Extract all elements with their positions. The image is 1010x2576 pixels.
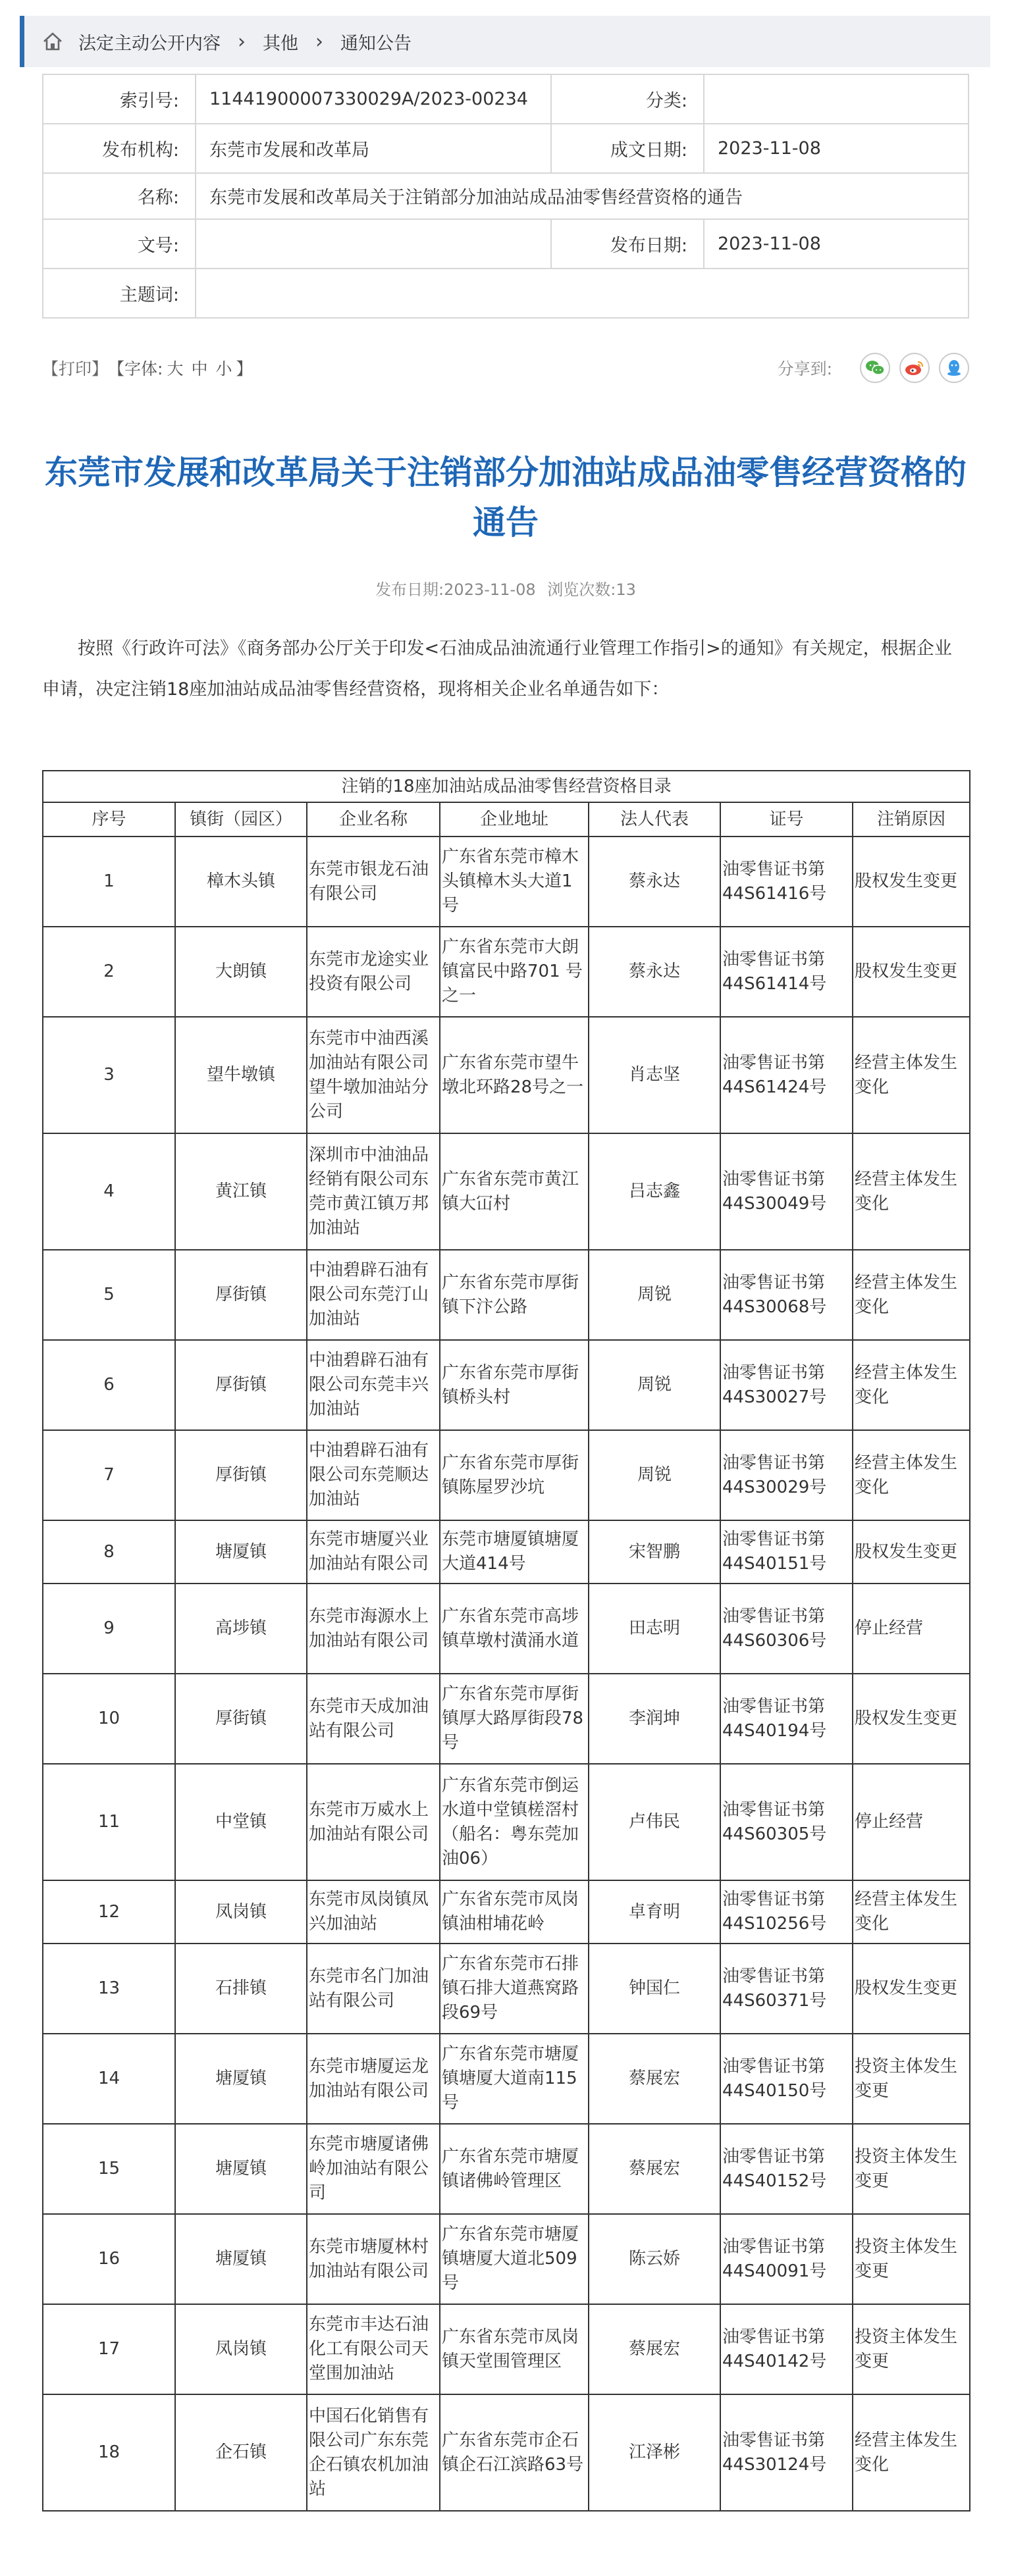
breadcrumb-item-public-content[interactable]: 法定主动公开内容 bbox=[78, 33, 221, 54]
reason-cell: 经营主体发生变化 bbox=[853, 1133, 970, 1250]
reason-cell: 股权发生变更 bbox=[853, 1520, 970, 1584]
breadcrumb bbox=[20, 16, 990, 67]
certificate-cell: 油零售证书第44S30027号 bbox=[720, 1340, 853, 1430]
certificate-cell: 油零售证书第44S30068号 bbox=[720, 1250, 853, 1340]
town-cell: 厚街镇 bbox=[175, 1250, 307, 1340]
town-cell: 高埗镇 bbox=[175, 1584, 307, 1674]
address-cell: 广东省东莞市凤岗镇天堂围管理区 bbox=[440, 2304, 589, 2394]
publisher-label: 发布机构: bbox=[43, 124, 196, 173]
table-row bbox=[43, 2304, 970, 2394]
company-cell: 东莞市塘厦诸佛岭加油站有限公司 bbox=[307, 2124, 440, 2214]
column-header: 镇街（园区） bbox=[175, 802, 307, 837]
table-row bbox=[43, 1944, 970, 2034]
address-cell: 广东省东莞市大朗镇富民中路701 号之一 bbox=[440, 927, 589, 1017]
row-number: 2 bbox=[43, 927, 175, 1017]
row-number: 14 bbox=[43, 2034, 175, 2124]
reason-cell: 经营主体发生变化 bbox=[853, 1880, 970, 1944]
representative-cell: 蔡永达 bbox=[589, 837, 720, 927]
address-cell: 广东省东莞市厚街镇下汴公路 bbox=[440, 1250, 589, 1340]
town-cell: 塘厦镇 bbox=[175, 2214, 307, 2304]
address-cell: 广东省东莞市石排镇石排大道燕窝路段69号 bbox=[440, 1944, 589, 2034]
table-row bbox=[43, 2394, 970, 2511]
column-header: 注销原因 bbox=[853, 802, 970, 837]
town-cell: 塘厦镇 bbox=[175, 2034, 307, 2124]
representative-cell: 周锐 bbox=[589, 1250, 720, 1340]
print-link[interactable]: 【打印】 bbox=[42, 359, 109, 378]
address-cell: 广东省东莞市塘厦镇塘厦大道南115号 bbox=[440, 2034, 589, 2124]
certificate-cell: 油零售证书第44S40151号 bbox=[720, 1520, 853, 1584]
table-row bbox=[43, 927, 970, 1017]
name-value: 东莞市发展和改革局关于注销部分加油站成品油零售经营资格的通告 bbox=[196, 173, 969, 220]
company-cell: 东莞市塘厦林村加油站有限公司 bbox=[307, 2214, 440, 2304]
address-cell: 广东省东莞市黄江镇大冚村 bbox=[440, 1133, 589, 1250]
company-cell: 东莞市龙途实业投资有限公司 bbox=[307, 927, 440, 1017]
representative-cell: 周锐 bbox=[589, 1340, 720, 1430]
row-number: 18 bbox=[43, 2394, 175, 2511]
row-number: 3 bbox=[43, 1017, 175, 1133]
column-header: 序号 bbox=[43, 802, 175, 837]
reason-cell: 投资主体发生变更 bbox=[853, 2124, 970, 2214]
certificate-cell: 油零售证书第44S61416号 bbox=[720, 837, 853, 927]
representative-cell: 李润坤 bbox=[589, 1674, 720, 1764]
reason-cell: 股权发生变更 bbox=[853, 1944, 970, 2034]
font-medium-button[interactable]: 中 bbox=[191, 359, 208, 378]
table-row bbox=[43, 1017, 970, 1133]
address-cell: 广东省东莞市塘厦镇塘厦大道北509号 bbox=[440, 2214, 589, 2304]
company-cell: 东莞市海源水上加油站有限公司 bbox=[307, 1584, 440, 1674]
address-cell: 广东省东莞市高埗镇草墩村潢涌水道 bbox=[440, 1584, 589, 1674]
certificate-cell: 油零售证书第44S61424号 bbox=[720, 1017, 853, 1133]
keywords-label: 主题词: bbox=[43, 269, 196, 318]
reason-cell: 经营主体发生变化 bbox=[853, 1340, 970, 1430]
doc-number-value bbox=[196, 219, 551, 269]
representative-cell: 蔡永达 bbox=[589, 927, 720, 1017]
company-cell: 东莞市名门加油站有限公司 bbox=[307, 1944, 440, 2034]
category-label: 分类: bbox=[551, 74, 704, 124]
company-cell: 东莞市万威水上加油站有限公司 bbox=[307, 1764, 440, 1880]
reason-cell: 停止经营 bbox=[853, 1764, 970, 1880]
column-header: 企业名称 bbox=[307, 802, 440, 837]
row-number: 15 bbox=[43, 2124, 175, 2214]
table-row bbox=[43, 2124, 970, 2214]
chevron-right-icon: › bbox=[315, 30, 323, 53]
row-number: 1 bbox=[43, 837, 175, 927]
certificate-cell: 油零售证书第44S30049号 bbox=[720, 1133, 853, 1250]
representative-cell: 陈云娇 bbox=[589, 2214, 720, 2304]
font-size-suffix: 】 bbox=[236, 359, 253, 378]
town-cell: 塘厦镇 bbox=[175, 1520, 307, 1584]
row-number: 12 bbox=[43, 1880, 175, 1944]
town-cell: 石排镇 bbox=[175, 1944, 307, 2034]
category-value bbox=[704, 74, 969, 124]
address-cell: 广东省东莞市倒运水道中堂镇槎滘村（船名：粤东莞加油06） bbox=[440, 1764, 589, 1880]
certificate-cell: 油零售证书第44S60305号 bbox=[720, 1764, 853, 1880]
article-paragraph: 按照《行政许可法》《商务部办公厅关于印发<石油成品油流通行业管理工作指引>的通知》有关规定，根据企业申请，决定注销18座加油站成品油零售经营资格，现将相关企业名单通告如下： bbox=[42, 638, 952, 700]
publish-date-label: 发布日期: bbox=[551, 219, 704, 269]
views-label: 浏览次数: bbox=[547, 580, 616, 599]
font-small-button[interactable]: 小 bbox=[215, 359, 232, 378]
table-row bbox=[43, 1520, 970, 1584]
row-number: 17 bbox=[43, 2304, 175, 2394]
reason-cell: 投资主体发生变更 bbox=[853, 2304, 970, 2394]
reason-cell: 经营主体发生变化 bbox=[853, 1017, 970, 1133]
company-cell: 中油碧辟石油有限公司东莞顺达加油站 bbox=[307, 1430, 440, 1520]
row-number: 11 bbox=[43, 1764, 175, 1880]
table-row bbox=[43, 837, 970, 927]
article-toolbar bbox=[42, 351, 969, 384]
table-row bbox=[43, 1340, 970, 1430]
company-cell: 中国石化销售有限公司广东东莞企石镇农机加油站 bbox=[307, 2394, 440, 2511]
representative-cell: 卢伟民 bbox=[589, 1764, 720, 1880]
certificate-cell: 油零售证书第44S60306号 bbox=[720, 1584, 853, 1674]
representative-cell: 宋智鹏 bbox=[589, 1520, 720, 1584]
chevron-right-icon: › bbox=[238, 30, 246, 53]
views-count: 13 bbox=[616, 580, 636, 599]
table-row bbox=[43, 2034, 970, 2124]
representative-cell: 蔡展宏 bbox=[589, 2034, 720, 2124]
column-header: 法人代表 bbox=[589, 802, 720, 837]
address-cell: 广东省东莞市樟木头镇樟木头大道1号 bbox=[440, 837, 589, 927]
certificate-cell: 油零售证书第44S40194号 bbox=[720, 1674, 853, 1764]
town-cell: 大朗镇 bbox=[175, 927, 307, 1017]
certificate-cell: 油零售证书第44S60371号 bbox=[720, 1944, 853, 2034]
town-cell: 塘厦镇 bbox=[175, 2124, 307, 2214]
town-cell: 企石镇 bbox=[175, 2394, 307, 2511]
company-cell: 中油碧辟石油有限公司东莞丰兴加油站 bbox=[307, 1340, 440, 1430]
font-size-prefix: 【字体: bbox=[108, 359, 163, 378]
table-row bbox=[43, 1250, 970, 1340]
created-date-value: 2023-11-08 bbox=[704, 124, 969, 173]
town-cell: 望牛墩镇 bbox=[175, 1017, 307, 1133]
font-large-button[interactable]: 大 bbox=[167, 359, 184, 378]
certificate-cell: 油零售证书第44S40150号 bbox=[720, 2034, 853, 2124]
company-cell: 东莞市丰达石油化工有限公司天堂围加油站 bbox=[307, 2304, 440, 2394]
row-number: 9 bbox=[43, 1584, 175, 1674]
name-label: 名称: bbox=[43, 173, 196, 220]
representative-cell: 江泽彬 bbox=[589, 2394, 720, 2511]
table-row bbox=[43, 1764, 970, 1880]
created-date-label: 成文日期: bbox=[551, 124, 704, 173]
certificate-cell: 油零售证书第44S30124号 bbox=[720, 2394, 853, 2511]
company-cell: 东莞市塘厦运龙加油站有限公司 bbox=[307, 2034, 440, 2124]
representative-cell: 钟国仁 bbox=[589, 1944, 720, 2034]
row-number: 13 bbox=[43, 1944, 175, 2034]
company-cell: 东莞市塘厦兴业加油站有限公司 bbox=[307, 1520, 440, 1584]
town-cell: 厚街镇 bbox=[175, 1674, 307, 1764]
reason-cell: 股权发生变更 bbox=[853, 837, 970, 927]
qq-icon[interactable] bbox=[939, 353, 969, 383]
publish-date-label: 发布日期: bbox=[375, 580, 444, 599]
table-row bbox=[43, 1430, 970, 1520]
row-number: 16 bbox=[43, 2214, 175, 2304]
town-cell: 厚街镇 bbox=[175, 1430, 307, 1520]
index-value: 11441900007330029A/2023-00234 bbox=[196, 74, 551, 124]
company-cell: 东莞市凤岗镇凤兴加油站 bbox=[307, 1880, 440, 1944]
table-row bbox=[43, 2214, 970, 2304]
publisher-value: 东莞市发展和改革局 bbox=[196, 124, 551, 173]
weibo-icon[interactable] bbox=[899, 353, 930, 383]
address-cell: 东莞市塘厦镇塘厦大道414号 bbox=[440, 1520, 589, 1584]
document-meta-table bbox=[42, 74, 969, 319]
address-cell: 广东省东莞市塘厦镇诸佛岭管理区 bbox=[440, 2124, 589, 2214]
address-cell: 广东省东莞市厚街镇桥头村 bbox=[440, 1340, 589, 1430]
address-cell: 广东省东莞市企石镇企石江滨路63号 bbox=[440, 2394, 589, 2511]
town-cell: 樟木头镇 bbox=[175, 837, 307, 927]
reason-cell: 经营主体发生变化 bbox=[853, 2394, 970, 2511]
breadcrumb-item-notices[interactable]: 通知公告 bbox=[340, 33, 412, 54]
certificate-cell: 油零售证书第44S40091号 bbox=[720, 2214, 853, 2304]
town-cell: 凤岗镇 bbox=[175, 2304, 307, 2394]
home-icon[interactable] bbox=[41, 30, 64, 53]
row-number: 8 bbox=[43, 1520, 175, 1584]
reason-cell: 经营主体发生变化 bbox=[853, 1250, 970, 1340]
town-cell: 中堂镇 bbox=[175, 1764, 307, 1880]
reason-cell: 投资主体发生变更 bbox=[853, 2034, 970, 2124]
table-row bbox=[43, 1133, 970, 1250]
share-label: 分享到: bbox=[777, 359, 832, 378]
representative-cell: 吕志鑫 bbox=[589, 1133, 720, 1250]
reason-cell: 投资主体发生变更 bbox=[853, 2214, 970, 2304]
table-row bbox=[43, 1674, 970, 1764]
company-cell: 东莞市中油西溪加油站有限公司望牛墩加油站分公司 bbox=[307, 1017, 440, 1133]
breadcrumb-item-other[interactable]: 其他 bbox=[263, 33, 298, 54]
certificate-cell: 油零售证书第44S61414号 bbox=[720, 927, 853, 1017]
company-cell: 深圳市中油油品经销有限公司东莞市黄江镇万邦加油站 bbox=[307, 1133, 440, 1250]
reason-cell: 经营主体发生变化 bbox=[853, 1430, 970, 1520]
wechat-icon[interactable] bbox=[860, 353, 890, 383]
doc-number-label: 文号: bbox=[43, 219, 196, 269]
representative-cell: 周锐 bbox=[589, 1430, 720, 1520]
publish-date: 2023-11-08 bbox=[444, 580, 536, 599]
address-cell: 广东省东莞市厚街镇厚大路厚街段78号 bbox=[440, 1674, 589, 1764]
article-info bbox=[42, 577, 969, 600]
representative-cell: 卓育明 bbox=[589, 1880, 720, 1944]
row-number: 6 bbox=[43, 1340, 175, 1430]
certificate-cell: 油零售证书第44S10256号 bbox=[720, 1880, 853, 1944]
company-cell: 中油碧辟石油有限公司东莞汀山加油站 bbox=[307, 1250, 440, 1340]
row-number: 5 bbox=[43, 1250, 175, 1340]
company-cell: 东莞市天成加油站有限公司 bbox=[307, 1674, 440, 1764]
town-cell: 黄江镇 bbox=[175, 1133, 307, 1250]
table-caption: 注销的18座加油站成品油零售经营资格目录 bbox=[43, 771, 970, 802]
reason-cell: 股权发生变更 bbox=[853, 927, 970, 1017]
certificate-cell: 油零售证书第44S30029号 bbox=[720, 1430, 853, 1520]
row-number: 10 bbox=[43, 1674, 175, 1764]
revoked-stations-table bbox=[42, 770, 970, 2512]
column-header: 证号 bbox=[720, 802, 853, 837]
publish-date-value: 2023-11-08 bbox=[704, 219, 969, 269]
row-number: 7 bbox=[43, 1430, 175, 1520]
representative-cell: 蔡展宏 bbox=[589, 2304, 720, 2394]
representative-cell: 蔡展宏 bbox=[589, 2124, 720, 2214]
reason-cell: 停止经营 bbox=[853, 1584, 970, 1674]
row-number: 4 bbox=[43, 1133, 175, 1250]
address-cell: 广东省东莞市望牛墩北环路28号之一 bbox=[440, 1017, 589, 1133]
address-cell: 广东省东莞市厚街镇陈屋罗沙坑 bbox=[440, 1430, 589, 1520]
article-title: 东莞市发展和改革局关于注销部分加油站成品油零售经营资格的通告 bbox=[45, 453, 967, 542]
address-cell: 广东省东莞市凤岗镇油柑埔花岭 bbox=[440, 1880, 589, 1944]
font-size-control bbox=[108, 356, 253, 380]
certificate-cell: 油零售证书第44S40152号 bbox=[720, 2124, 853, 2214]
representative-cell: 田志明 bbox=[589, 1584, 720, 1674]
reason-cell: 股权发生变更 bbox=[853, 1674, 970, 1764]
representative-cell: 肖志坚 bbox=[589, 1017, 720, 1133]
table-row bbox=[43, 1880, 970, 1944]
town-cell: 凤岗镇 bbox=[175, 1880, 307, 1944]
town-cell: 厚街镇 bbox=[175, 1340, 307, 1430]
index-label: 索引号: bbox=[43, 74, 196, 124]
keywords-value bbox=[196, 269, 969, 318]
table-row bbox=[43, 1584, 970, 1674]
share-group bbox=[778, 353, 969, 383]
company-cell: 东莞市银龙石油有限公司 bbox=[307, 837, 440, 927]
certificate-cell: 油零售证书第44S40142号 bbox=[720, 2304, 853, 2394]
column-header: 企业地址 bbox=[440, 802, 589, 837]
